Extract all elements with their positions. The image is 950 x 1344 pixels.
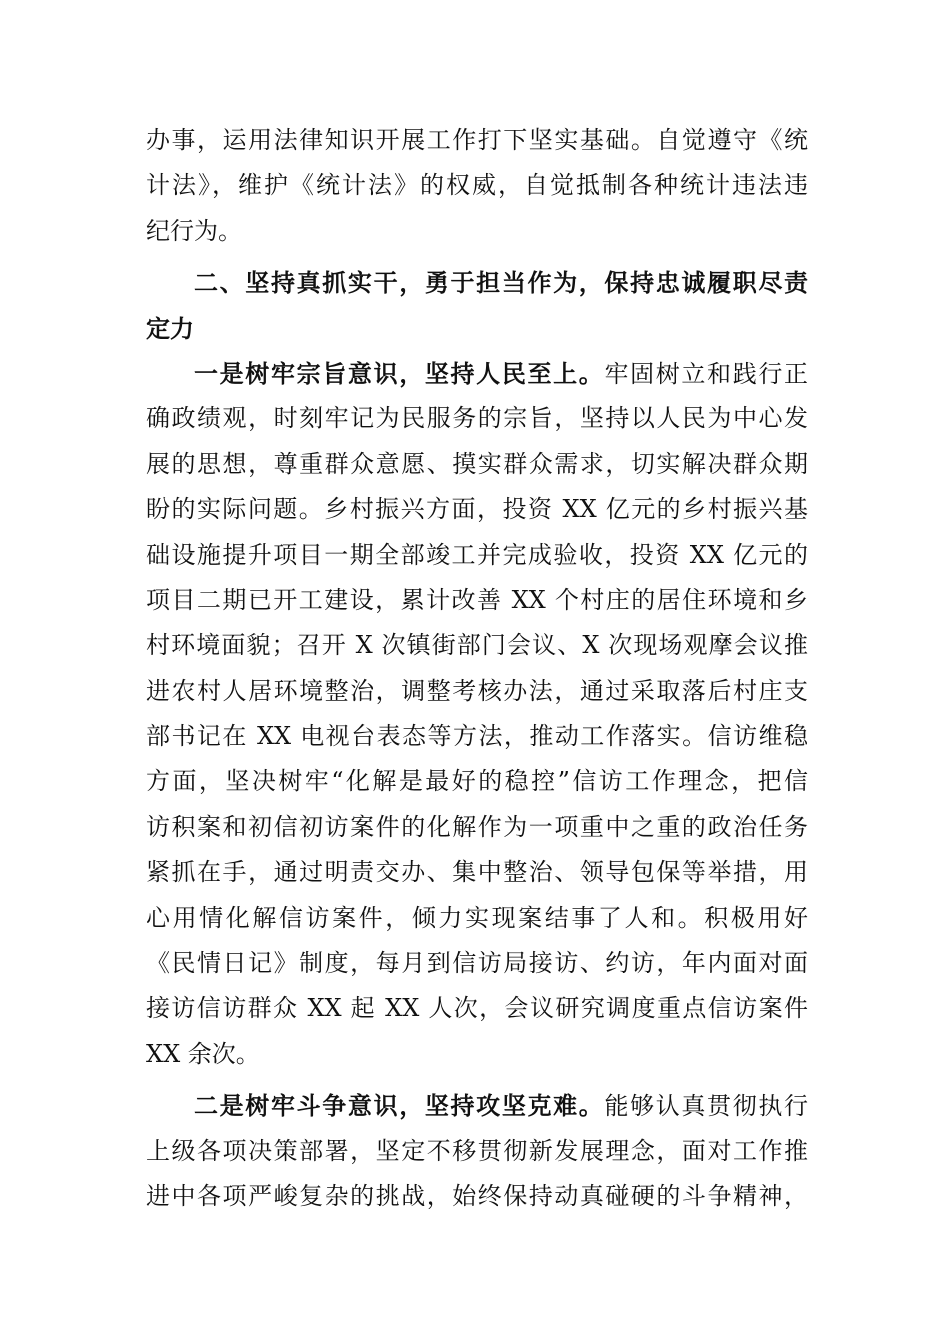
- text-line: 紧抓在手，通过明责交办、集中整治、领导包保等举措，用: [146, 858, 808, 887]
- text-line: 村环境面貌；召开 X 次镇街部门会议、X 次现场观摩会议推: [146, 631, 808, 660]
- text-line: 进农村人居环境整治，调整考核办法，通过采取落后村庄支: [146, 676, 808, 705]
- text-line: 展的思想，尊重群众意愿、摸实群众需求，切实解决群众期: [146, 449, 808, 478]
- document-page: [146, 118, 808, 1219]
- item-one-title: 一是树牢宗旨意识，坚持人民至上。: [194, 358, 605, 388]
- heading-line: 二、坚持真抓实干，勇于担当作为，保持忠诚履职尽责: [194, 268, 808, 298]
- item-one-first-line: [146, 351, 808, 396]
- heading-line: 定力: [146, 313, 194, 343]
- text-line: 进中各项严峻复杂的挑战，始终保持动真碰硬的斗争精神，: [146, 1181, 808, 1210]
- text-line: 部书记在 XX 电视台表态等方法，推动工作落实。信访维稳: [146, 722, 808, 751]
- text-line: 访积案和初信初访案件的化解作为一项重中之重的政治任务: [146, 812, 808, 841]
- text-line: XX 余次。: [146, 1039, 260, 1068]
- text-line: 项目二期已开工建设，累计改善 XX 个村庄的居住环境和乡: [146, 585, 808, 614]
- text-line: 上级各项决策部署，坚定不移贯彻新发展理念，面对工作推: [146, 1136, 808, 1165]
- text-line: 办事，运用法律知识开展工作打下坚实基础。自觉遵守《统: [146, 126, 808, 154]
- item-two-first-line-rest: 能够认真贯彻执行: [604, 1092, 809, 1121]
- item-two-title: 二是树牢斗争意识，坚持攻坚克难。: [194, 1091, 605, 1121]
- text-line: 方面，坚决树牢“化解是最好的稳控”信访工作理念，把信: [146, 767, 808, 796]
- item-two-paragraph: [146, 1083, 808, 1219]
- text-line: 确政绩观，时刻牢记为民服务的宗旨，坚持以人民为中心发: [146, 404, 808, 433]
- text-line: 《民情日记》制度，每月到信访局接访、约访，年内面对面: [146, 949, 808, 978]
- section-heading: [146, 260, 808, 351]
- item-two-first-line: [146, 1083, 808, 1128]
- text-line: 纪行为。: [146, 216, 242, 245]
- item-one-paragraph: [146, 351, 808, 1077]
- paragraph-intro: [146, 118, 808, 254]
- item-one-first-line-rest: 牢固树立和践行正: [604, 359, 809, 388]
- text-line: 础设施提升项目一期全部竣工并完成验收，投资 XX 亿元的: [146, 540, 808, 569]
- text-line: 盼的实际问题。乡村振兴方面，投资 XX 亿元的乡村振兴基: [146, 495, 808, 524]
- text-line: 接访信访群众 XX 起 XX 人次，会议研究调度重点信访案件: [146, 994, 808, 1023]
- text-line: 计法》，维护《统计法》的权威，自觉抵制各种统计违法违: [146, 171, 808, 200]
- text-line: 心用情化解信访案件，倾力实现案结事了人和。积极用好: [146, 903, 808, 932]
